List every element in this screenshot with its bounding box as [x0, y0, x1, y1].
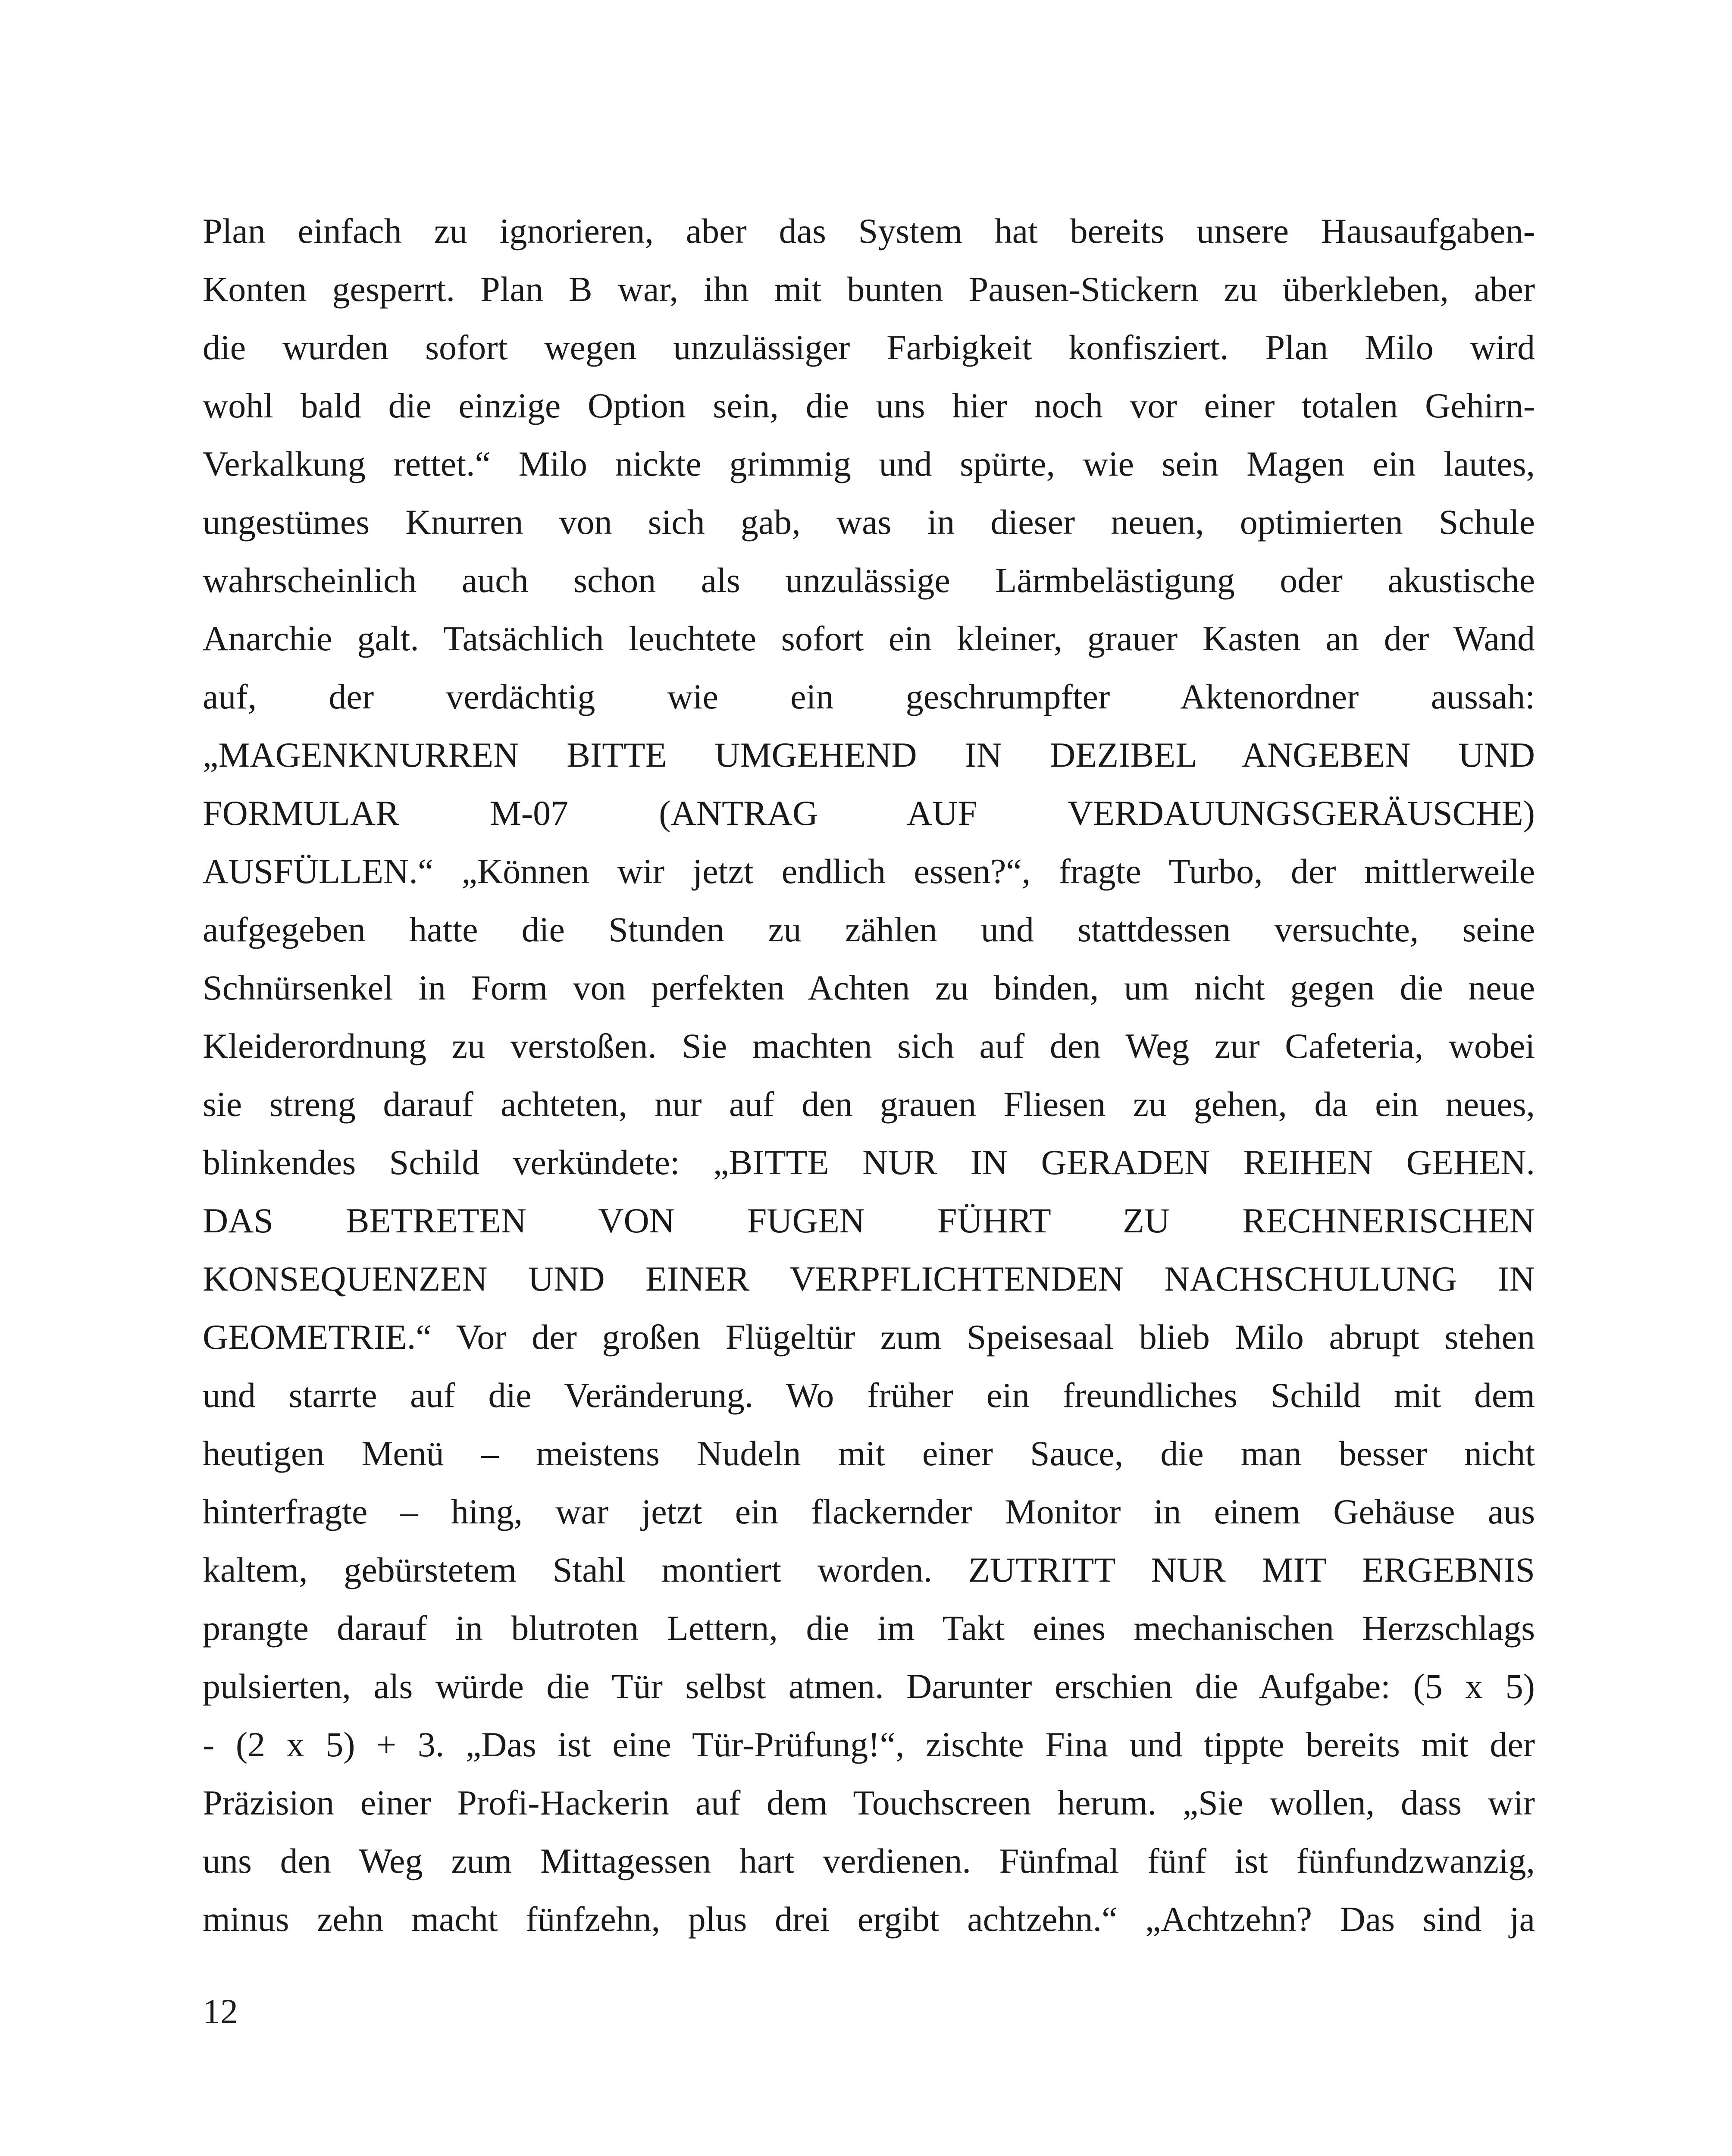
text-line: heutigen Menü – meistens Nudeln mit einer Sauce, die man besser nicht	[203, 1434, 1535, 1473]
text-line: Schnürsenkel in Form von perfekten Achten zu binden, um nicht gegen die neue	[203, 968, 1535, 1007]
text-line: die wurden sofort wegen unzulässiger Farbigkeit konfisziert. Plan Milo wird	[203, 328, 1535, 367]
text-line: Konten gesperrt. Plan B war, ihn mit bunten Pausen-Stickern zu überkleben, aber	[203, 270, 1535, 309]
text-line: wahrscheinlich auch schon als unzulässige Lärmbelästigung oder akustische	[203, 561, 1535, 600]
text-line: prangte darauf in blutroten Lettern, die im Takt eines mechanischen Herzschlags	[203, 1608, 1535, 1648]
text-line: GEOMETRIE.“ Vor der großen Flügeltür zum Speisesaal blieb Milo abrupt stehen	[203, 1317, 1535, 1357]
text-line: Verkalkung rettet.“ Milo nickte grimmig und spürte, wie sein Magen ein lautes,	[203, 444, 1535, 483]
text-line: hinterfragte – hing, war jetzt ein flackernder Monitor in einem Gehäuse aus	[203, 1492, 1535, 1531]
text-line: aufgegeben hatte die Stunden zu zählen und stattdessen versuchte, seine	[203, 910, 1535, 949]
body-text	[203, 202, 1535, 1948]
text-line: ungestümes Knurren von sich gab, was in dieser neuen, optimierten Schule	[203, 502, 1535, 542]
text-line: blinkendes Schild verkündete: „BITTE NUR IN GERADEN REIHEN GEHEN.	[203, 1143, 1535, 1182]
text-line: AUSFÜLLEN.“ „Können wir jetzt endlich essen?“, fragte Turbo, der mittlerweile	[203, 852, 1535, 891]
text-line: DAS BETRETEN VON FUGEN FÜHRT ZU RECHNERISCHEN	[203, 1201, 1535, 1240]
page-number: 12	[203, 1992, 238, 2031]
text-line: uns den Weg zum Mittagessen hart verdienen. Fünfmal fünf ist fünfundzwanzig,	[203, 1841, 1535, 1880]
text-line: Plan einfach zu ignorieren, aber das System hat bereits unsere Hausaufgaben-	[203, 211, 1535, 251]
text-line: Präzision einer Profi-Hackerin auf dem Touchscreen herum. „Sie wollen, dass wir	[203, 1783, 1535, 1822]
text-line: Kleiderordnung zu verstoßen. Sie machten sich auf den Weg zur Cafeteria, wobei	[203, 1026, 1535, 1065]
text-line: Anarchie galt. Tatsächlich leuchtete sofort ein kleiner, grauer Kasten an der Wand	[203, 619, 1535, 658]
text-line: auf, der verdächtig wie ein geschrumpfter Aktenordner aussah:	[203, 677, 1535, 716]
text-line: pulsierten, als würde die Tür selbst atmen. Darunter erschien die Aufgabe: (5 x 5)	[203, 1667, 1535, 1706]
text-line: FORMULAR M-07 (ANTRAG AUF VERDAUUNGSGERÄUSCHE)	[203, 793, 1535, 833]
text-line: „MAGENKNURREN BITTE UMGEHEND IN DEZIBEL ANGEBEN UND	[203, 735, 1535, 774]
text-line: minus zehn macht fünfzehn, plus drei ergibt achtzehn.“ „Achtzehn? Das sind ja	[203, 1899, 1535, 1939]
text-line: wohl bald die einzige Option sein, die uns hier noch vor einer totalen Gehirn-	[203, 386, 1535, 425]
text-line: und starrte auf die Veränderung. Wo früher ein freundliches Schild mit dem	[203, 1376, 1535, 1415]
text-line: - (2 x 5) + 3. „Das ist eine Tür-Prüfung!“, zischte Fina und tippte bereits mit der	[203, 1725, 1535, 1764]
text-line: kaltem, gebürstetem Stahl montiert worden. ZUTRITT NUR MIT ERGEBNIS	[203, 1550, 1535, 1589]
text-line: KONSEQUENZEN UND EINER VERPFLICHTENDEN NACHSCHULUNG IN	[203, 1259, 1535, 1298]
text-line: sie streng darauf achteten, nur auf den grauen Fliesen zu gehen, da ein neues,	[203, 1084, 1535, 1124]
